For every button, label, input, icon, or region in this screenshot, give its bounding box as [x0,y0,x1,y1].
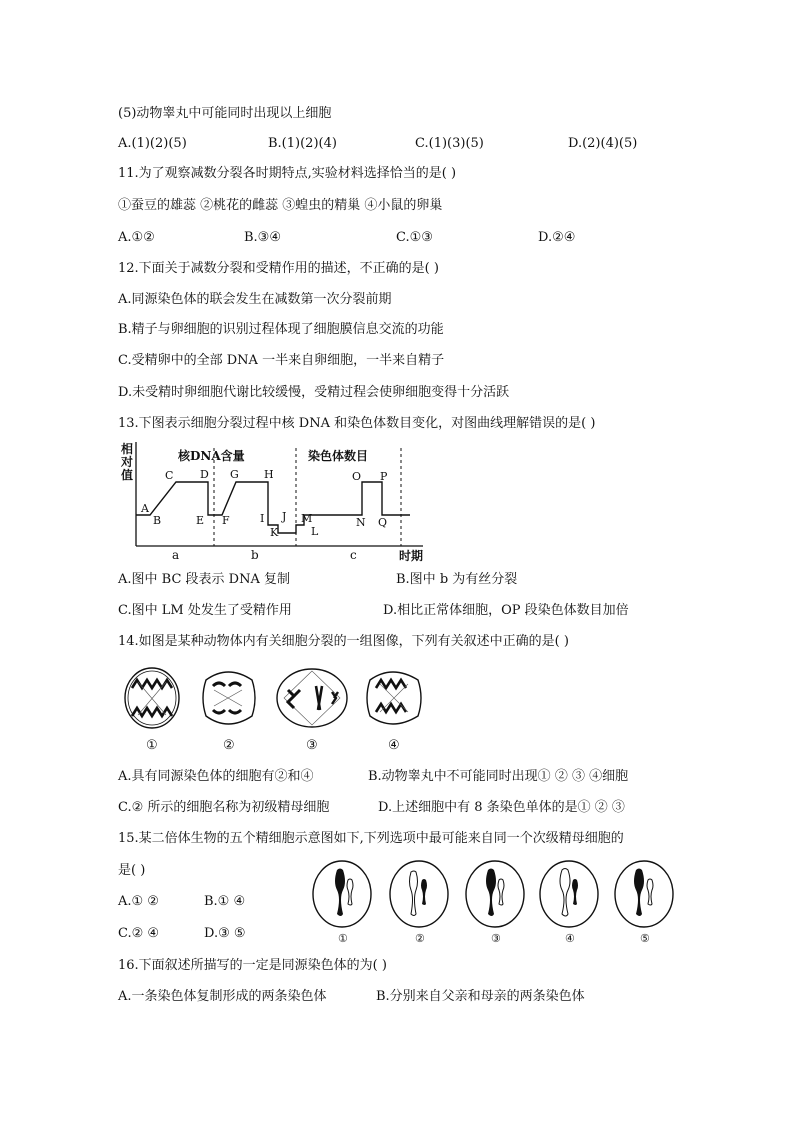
q10-option-b: B.(1)(2)(4) [268,136,337,151]
cell-3-label: ③ [306,738,318,753]
q14-cell-figures [118,660,438,755]
q16-stem: 16.下面叙述所描写的一定是同源染色体的为( ) [118,958,387,973]
q13-curve-figure [118,440,448,565]
q14-stem: 14.如图是某种动物体内有关细胞分裂的一组图像，下列有关叙述中正确的是( ) [118,634,569,649]
dna-title: 核DNA含量 [178,449,245,463]
sperm-2-label: ② [415,932,425,945]
phase-a: a [172,548,180,562]
cell-2-label: ② [223,738,235,753]
ylabel-char-2: 对 [121,455,134,469]
q15-option-a: A.① ② [118,894,159,909]
q15-option-b: B.① ④ [204,894,246,909]
q13-option-b: B.图中 b 为有丝分裂 [396,572,518,587]
point-h: H [264,468,274,481]
q11-option-d: D.②④ [538,230,576,245]
cell-4 [367,672,421,724]
point-q: Q [378,516,388,529]
chromosome-curve [290,482,410,533]
q12-option-b: B.精子与卵细胞的识别过程体现了细胞膜信息交流的功能 [118,322,444,337]
point-l: L [311,525,319,538]
point-b: B [153,514,162,527]
point-m: M [301,512,313,525]
q15-stem-cont: 是( ) [118,863,146,878]
q12-stem: 12.下面关于减数分裂和受精作用的描述，不正确的是( ) [118,261,439,276]
q12-option-d: D.未受精时卵细胞代谢比较缓慢，受精过程会使卵细胞变得十分活跃 [118,385,510,400]
point-k: K [270,526,279,539]
cell-1 [125,668,179,728]
q10-statement-5: (5)动物睾丸中可能同时出现以上细胞 [118,106,332,121]
q16-option-a: A.一条染色体复制形成的两条染色体 [118,989,327,1004]
q12-option-a: A.同源染色体的联会发生在减数第一次分裂前期 [118,292,392,307]
cell-4-label: ④ [388,738,400,753]
q15-option-c: C.② ④ [118,926,160,941]
q13-option-c: C.图中 LM 处发生了受精作用 [118,603,292,618]
q11-stem: 11.为了观察减数分裂各时期特点,实验材料选择恰当的是( ) [118,166,457,181]
phase-c: c [350,548,357,562]
point-e: E [196,514,205,527]
q11-materials: ①蚕豆的雄蕊 ②桃花的雌蕊 ③蝗虫的精巢 ④小鼠的卵巢 [118,198,443,213]
cell-1-label: ① [146,738,158,753]
q14-option-c: C.② 所示的细胞名称为初级精母细胞 [118,800,330,815]
q13-option-a: A.图中 BC 段表示 DNA 复制 [118,572,290,587]
sperm-1-label: ① [338,932,348,945]
q14-option-a: A.具有同源染色体的细胞有②和④ [118,769,314,784]
q10-option-d: D.(2)(4)(5) [568,136,638,151]
point-f: F [222,514,230,527]
point-c: C [165,469,174,482]
q13-stem: 13.下图表示细胞分裂过程中核 DNA 和染色体数目变化，对图曲线理解错误的是( ) [118,416,596,431]
q10-option-a: A.(1)(2)(5) [118,136,187,151]
q15-stem: 15.某二倍体生物的五个精细胞示意图如下,下列选项中最可能来自同一个次级精母细胞的 [118,831,624,846]
point-p: P [380,470,388,483]
cell-2 [203,672,255,724]
ylabel-char-3: 值 [121,468,134,482]
point-j: J [282,510,287,523]
sperm-3-label: ③ [491,932,501,945]
point-g: G [230,468,239,481]
ylabel-char-1: 相 [121,442,134,456]
point-i: I [260,512,265,525]
sperm-5-label: ⑤ [640,932,650,945]
phase-b: b [251,548,259,562]
point-d: D [200,468,209,481]
q13-option-d: D.相比正常体细胞，OP 段染色体数目加倍 [383,603,629,618]
q11-option-a: A.①② [118,230,155,245]
sperm-4-label: ④ [565,932,575,945]
q14-option-d: D.上述细胞中有 8 条染色单体的是① ② ③ [378,800,625,815]
point-o: O [352,470,362,483]
point-a: A [141,502,149,515]
q11-option-c: C.①③ [396,230,433,245]
q14-option-b: B.动物睾丸中不可能同时出现① ② ③ ④细胞 [368,769,629,784]
cell-3 [277,669,347,727]
point-n: N [356,516,366,529]
x-axis-label: 时期 [399,549,424,563]
q16-option-b: B.分别来自父亲和母亲的两条染色体 [376,989,585,1004]
q10-option-c: C.(1)(3)(5) [415,136,484,151]
chrom-title: 染色体数目 [308,449,369,463]
q12-option-c: C.受精卵中的全部 DNA 一半来自卵细胞，一半来自精子 [118,353,445,368]
q15-option-d: D.③ ⑤ [204,926,246,941]
q11-option-b: B.③④ [244,230,281,245]
q15-sperm-cells-figure [310,858,680,948]
